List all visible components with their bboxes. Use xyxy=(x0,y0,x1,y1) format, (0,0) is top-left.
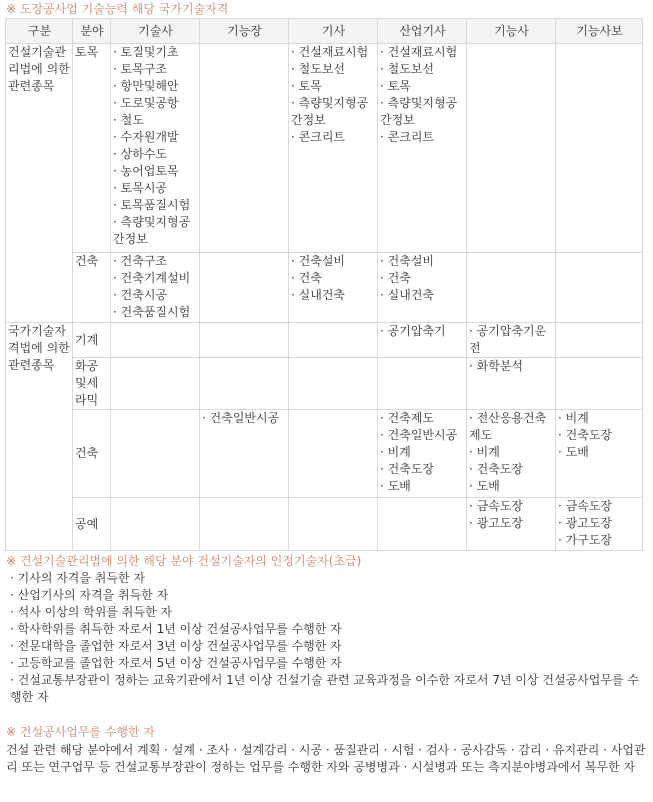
table-row xyxy=(6,44,643,253)
cell-master-craftsman xyxy=(200,323,289,358)
cell-industrial-engineer xyxy=(378,358,467,410)
qualification-item: · 철도보선 xyxy=(380,62,434,76)
qualification-item: · 농어업토목 xyxy=(113,164,179,178)
qualification-item: · 공기압축기운전 xyxy=(469,324,547,355)
table-row xyxy=(6,323,643,358)
table-row xyxy=(6,253,643,323)
qualification-item: · 철도 xyxy=(113,113,144,127)
field-cell: 건축 xyxy=(73,253,111,323)
table-row xyxy=(6,358,643,410)
criteria-list xyxy=(6,570,646,706)
header-engineer: 기사 xyxy=(289,19,378,44)
qualification-item: · 금속도장 xyxy=(558,499,612,513)
table-row xyxy=(6,498,643,551)
qualification-item: · 토목 xyxy=(291,79,322,93)
qualification-item: · 도배 xyxy=(469,479,500,493)
header-professional-engineer: 기술사 xyxy=(111,19,200,44)
cell-engineer xyxy=(289,44,378,253)
group-cml: 건설기술관리법에 의한 관련종목 xyxy=(6,44,73,323)
section-title-recognized-technicians: ※ 건설기술관리법에 의한 해당 분야 건설기술자의 인정기술자(초급) xyxy=(6,554,362,568)
header-field: 분야 xyxy=(73,19,111,44)
qualification-item: · 콘크리트 xyxy=(291,130,345,144)
qualification-item: · 토목시공 xyxy=(113,181,167,195)
cell-professional-engineer xyxy=(111,253,200,323)
header-industrial-engineer: 산업기사 xyxy=(378,19,467,44)
cell-professional-engineer xyxy=(111,323,200,358)
cell-industrial-engineer xyxy=(378,44,467,253)
qualification-item: · 건축품질시험 xyxy=(113,305,191,319)
header-assistant-craftsman: 기능사보 xyxy=(556,19,643,44)
cell-master-craftsman xyxy=(200,410,289,498)
cell-assistant-craftsman xyxy=(556,410,643,498)
qualification-item: · 비계 xyxy=(380,445,411,459)
qualification-item: · 토목 xyxy=(380,79,411,93)
qualification-item: · 토질및기초 xyxy=(113,45,179,59)
field-cell: 건축 xyxy=(73,410,111,498)
field-cell: 토목 xyxy=(73,44,111,253)
field-cell: 화공및세라믹 xyxy=(73,358,111,410)
cell-industrial-engineer xyxy=(378,253,467,323)
cell-industrial-engineer xyxy=(378,410,467,498)
cell-master-craftsman xyxy=(200,44,289,253)
qualification-item: · 도배 xyxy=(558,445,589,459)
cell-master-craftsman xyxy=(200,358,289,410)
cell-master-craftsman xyxy=(200,253,289,323)
qualification-item: · 건축도장 xyxy=(380,462,434,476)
field-cell: 공예 xyxy=(73,498,111,551)
qualification-item: · 측량및지형공간정보 xyxy=(113,215,191,246)
section-title-qualifications: ※ 도장공사업 기술능력 해당 국가기술자격 xyxy=(6,2,229,16)
cell-engineer xyxy=(289,410,378,498)
cell-industrial-engineer xyxy=(378,323,467,358)
field-cell: 기계 xyxy=(73,323,111,358)
qualification-item: · 건축기계설비 xyxy=(113,271,191,285)
qualification-item: · 건축도장 xyxy=(469,462,523,476)
header-master-craftsman: 기능장 xyxy=(200,19,289,44)
header-category: 구분 xyxy=(6,19,73,44)
qualification-item: · 건축일반시공 xyxy=(202,411,280,425)
cell-assistant-craftsman xyxy=(556,44,643,253)
list-item: · 학사학위를 취득한 자로서 1년 이상 건설공사업무를 수행한 자 xyxy=(10,622,342,636)
cell-assistant-craftsman xyxy=(556,323,643,358)
qualification-item: · 건축일반시공 xyxy=(380,428,458,442)
qualification-item: · 실내건축 xyxy=(380,288,434,302)
cell-professional-engineer xyxy=(111,44,200,253)
cell-industrial-engineer xyxy=(378,498,467,551)
qualification-item: · 상하수도 xyxy=(113,147,167,161)
list-item: · 건설교통부장관이 정하는 교육기관에서 1년 이상 건설기술 관련 교육과정을 이수한 자로서 7년 이상 건설공사업무를 수행한 자 xyxy=(10,673,639,704)
header-craftsman: 기능사 xyxy=(467,19,556,44)
qualification-item: · 토목품질시험 xyxy=(113,198,191,212)
qualification-item: · 측량및지형공간정보 xyxy=(380,96,458,127)
qualification-item: · 건축시공 xyxy=(113,288,167,302)
qualification-item: · 화학분석 xyxy=(469,359,523,373)
work-description: 건설 관련 해당 분야에서 계획 · 설계 · 조사 · 설계감리 · 시공 · 품질관리 · 시험 · 검사 · 공사감독 · 감리 · 유지관리 · 사업관리 또는 연구업무 등 건설교통부장관이 정하는 업무를 수행한 자와 공병병과 · 시설병과 또는 측지분야병과에서 복무한 자 xyxy=(6,743,646,774)
qualification-item: · 철도보선 xyxy=(291,62,345,76)
cell-assistant-craftsman xyxy=(556,358,643,410)
section-title-work-performers: ※ 건설공사업무를 수행한 자 xyxy=(6,725,156,739)
qualification-item: · 항만및해안 xyxy=(113,79,179,93)
cell-assistant-craftsman xyxy=(556,253,643,323)
cell-professional-engineer xyxy=(111,498,200,551)
table-row xyxy=(6,410,643,498)
qualification-item: · 전산응용건축제도 xyxy=(469,411,547,442)
list-item: · 산업기사의 자격을 취득한 자 xyxy=(10,588,169,602)
qualification-item: · 건설재료시험 xyxy=(291,45,369,59)
cell-engineer xyxy=(289,323,378,358)
qualification-item: · 광고도장 xyxy=(558,516,612,530)
qualification-item: · 콘크리트 xyxy=(380,130,434,144)
cell-craftsman xyxy=(467,498,556,551)
list-item: · 전문대학을 졸업한 자로서 3년 이상 건설공사업무를 수행한 자 xyxy=(10,639,342,653)
qualification-item: · 건축제도 xyxy=(380,411,434,425)
qualification-item: · 금속도장 xyxy=(469,499,523,513)
cell-master-craftsman xyxy=(200,498,289,551)
cell-craftsman xyxy=(467,358,556,410)
cell-engineer xyxy=(289,358,378,410)
cell-professional-engineer xyxy=(111,410,200,498)
list-item: · 석사 이상의 학위를 취득한 자 xyxy=(10,605,172,619)
qualification-item: · 건축도장 xyxy=(558,428,612,442)
qualification-item: · 건축설비 xyxy=(291,254,345,268)
cell-engineer xyxy=(289,253,378,323)
qualification-item: · 공기압축기 xyxy=(380,324,446,338)
qualification-item: · 건축 xyxy=(291,271,322,285)
qualification-item: · 건축 xyxy=(380,271,411,285)
qualification-item: · 건축설비 xyxy=(380,254,434,268)
qualification-table xyxy=(5,18,643,551)
qualification-item: · 비계 xyxy=(469,445,500,459)
qualification-item: · 건설재료시험 xyxy=(380,45,458,59)
table-header-row xyxy=(6,19,643,44)
cell-professional-engineer xyxy=(111,358,200,410)
cell-assistant-craftsman xyxy=(556,498,643,551)
qualification-item: · 토목구조 xyxy=(113,62,167,76)
cell-craftsman xyxy=(467,253,556,323)
group-national: 국가기술자격법에 의한 관련종목 xyxy=(6,323,73,551)
qualification-item: · 가구도장 xyxy=(558,533,612,547)
cell-engineer xyxy=(289,498,378,551)
list-item: · 기사의 자격을 취득한 자 xyxy=(10,571,145,585)
qualification-item: · 실내건축 xyxy=(291,288,345,302)
qualification-item: · 도배 xyxy=(380,479,411,493)
cell-craftsman xyxy=(467,44,556,253)
qualification-item: · 수자원개발 xyxy=(113,130,179,144)
qualification-item: · 도로및공항 xyxy=(113,96,179,110)
qualification-item: · 건축구조 xyxy=(113,254,167,268)
qualification-item: · 측량및지형공간정보 xyxy=(291,96,369,127)
cell-craftsman xyxy=(467,323,556,358)
qualification-item: · 비계 xyxy=(558,411,589,425)
qualification-item: · 광고도장 xyxy=(469,516,523,530)
cell-craftsman xyxy=(467,410,556,498)
list-item: · 고등학교를 졸업한 자로서 5년 이상 건설공사업무를 수행한 자 xyxy=(10,656,342,670)
